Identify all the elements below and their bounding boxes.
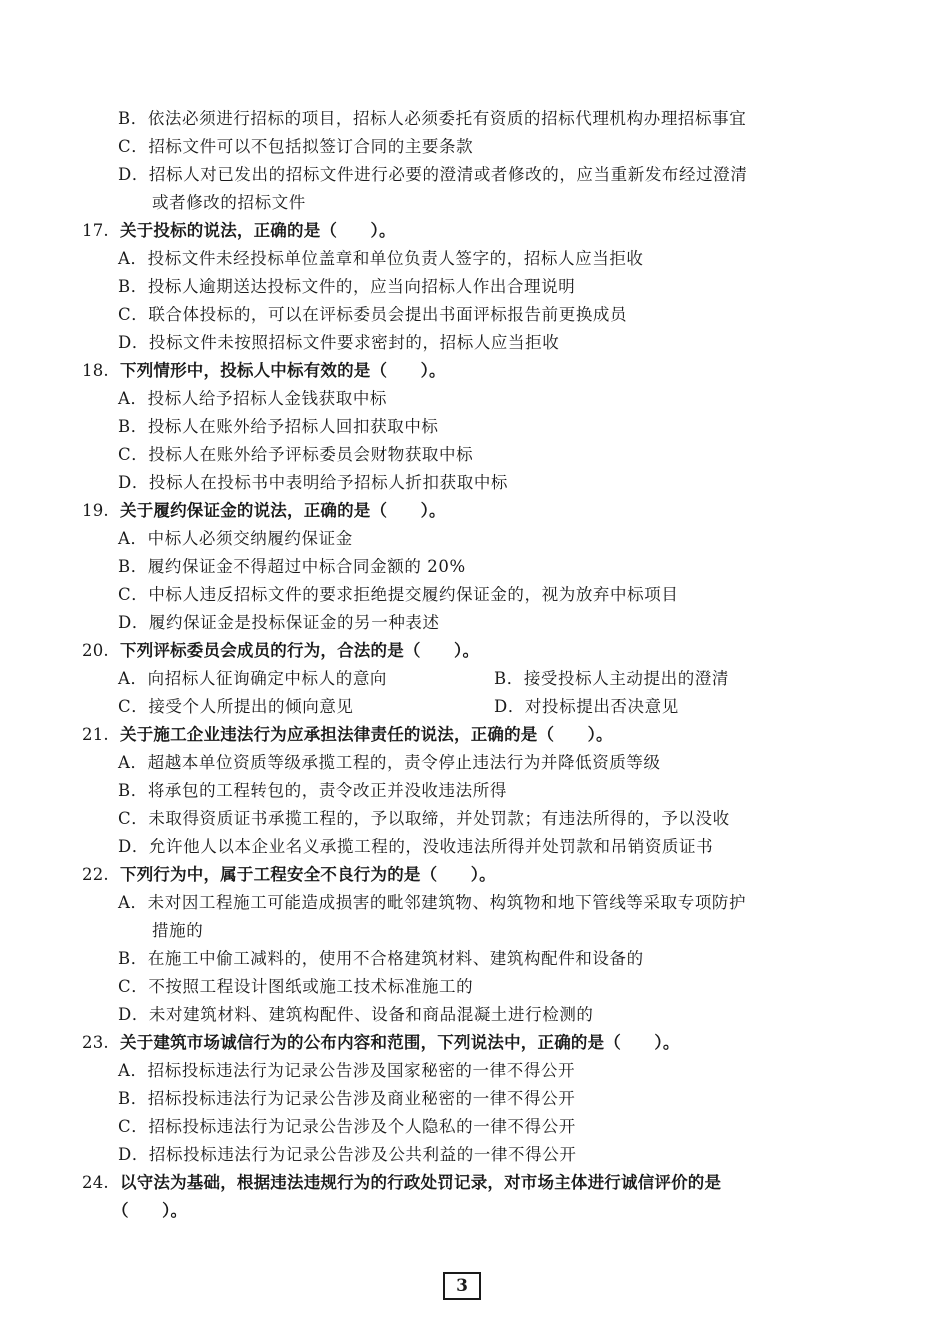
q24-stem [82,1172,721,1194]
q20-option-c: C．接受个人所提出的倾向意见 [118,697,354,716]
q21-text: 关于施工企业违法行为应承担法律责任的说法，正确的是（ ）。 [120,725,613,744]
q21-option-c: C．未取得资质证书承揽工程的，予以取缔，并处罚款；有违法所得的，予以没收 [118,809,730,828]
q22-stem [82,864,496,886]
q22-number: 22. [82,865,109,884]
q17-option-b: B．投标人逾期送达投标文件的，应当向招标人作出合理说明 [118,277,576,296]
q16-option-d-continued: 或者修改的招标文件 [152,193,306,212]
q20-option-a: A．向招标人征询确定中标人的意向 [118,669,388,688]
q23-option-a: A．招标投标违法行为记录公告涉及国家秘密的一律不得公开 [118,1061,576,1080]
q18-option-c: C．投标人在账外给予评标委员会财物获取中标 [118,445,474,464]
q19-option-d: D．履约保证金是投标保证金的另一种表述 [118,613,440,632]
q16-option-d: D．招标人对已发出的招标文件进行必要的澄清或者修改的，应当重新发布经过澄清 [118,165,748,184]
q16-option-c: C．招标文件可以不包括拟签订合同的主要条款 [118,137,474,156]
q18-option-b: B．投标人在账外给予招标人回扣获取中标 [118,417,439,436]
page-number: 3 [443,1272,481,1300]
q20-number: 20. [82,641,109,660]
q17-option-d: D．投标文件未按照招标文件要求密封的，招标人应当拒收 [118,333,560,352]
q18-number: 18. [82,361,109,380]
q20-text: 下列评标委员会成员的行为，合法的是（ ）。 [120,641,480,660]
q23-option-d: D．招标投标违法行为记录公告涉及公共利益的一律不得公开 [118,1145,577,1164]
q22-option-c: C．不按照工程设计图纸或施工技术标准施工的 [118,977,474,996]
q18-text: 下列情形中，投标人中标有效的是（ ）。 [120,361,446,380]
q17-stem [82,220,396,242]
q21-option-a: A．超越本单位资质等级承揽工程的，责令停止违法行为并降低资质等级 [118,753,661,772]
q24-number: 24. [82,1173,109,1192]
q23-stem [82,1032,680,1054]
q22-option-d: D．未对建筑材料、建筑构配件、设备和商品混凝土进行检测的 [118,1005,594,1024]
q19-text: 关于履约保证金的说法，正确的是（ ）。 [120,501,446,520]
q20-stem [82,640,479,662]
q23-option-b: B．招标投标违法行为记录公告涉及商业秘密的一律不得公开 [118,1089,576,1108]
q19-option-a: A．中标人必须交纳履约保证金 [118,529,353,548]
q16-option-b: B．依法必须进行招标的项目，招标人必须委托有资质的招标代理机构办理招标事宜 [118,109,747,128]
q19-stem [82,500,446,522]
q19-option-c: C．中标人违反招标文件的要求拒绝提交履约保证金的，视为放弃中标项目 [118,585,679,604]
q21-option-d: D．允许他人以本企业名义承揽工程的，没收违法所得并处罚款和吊销资质证书 [118,837,714,856]
q18-option-d: D．投标人在投标书中表明给予招标人折扣获取中标 [118,473,509,492]
q22-text: 下列行为中，属于工程安全不良行为的是（ ）。 [120,865,496,884]
q18-stem [82,360,446,382]
q21-number: 21. [82,725,109,744]
q20-option-b: B．接受投标人主动提出的澄清 [494,669,730,688]
q19-number: 19. [82,501,109,520]
q21-stem [82,724,613,746]
q23-text: 关于建筑市场诚信行为的公布内容和范围，下列说法中，正确的是（ ）。 [120,1033,680,1052]
q19-option-b: B．履约保证金不得超过中标合同金额的 20% [118,557,466,576]
q24-text: 以守法为基础，根据违法违规行为的行政处罚记录，对市场主体进行诚信评价的是 [120,1173,722,1192]
q23-option-c: C．招标投标违法行为记录公告涉及个人隐私的一律不得公开 [118,1117,576,1136]
q17-number: 17. [82,221,109,240]
q24-stem-continued: （ ）。 [112,1201,188,1220]
q17-text: 关于投标的说法，正确的是（ ）。 [120,221,396,240]
q22-option-a: A．未对因工程施工可能造成损害的毗邻建筑物、构筑物和地下管线等采取专项防护 [118,893,747,912]
q23-number: 23. [82,1033,109,1052]
q21-option-b: B．将承包的工程转包的，责令改正并没收违法所得 [118,781,507,800]
q17-option-a: A．投标文件未经投标单位盖章和单位负责人签字的，招标人应当拒收 [118,249,644,268]
q18-option-a: A．投标人给予招标人金钱获取中标 [118,389,388,408]
q17-option-c: C．联合体投标的，可以在评标委员会提出书面评标报告前更换成员 [118,305,628,324]
q22-option-b: B．在施工中偷工减料的，使用不合格建筑材料、建筑构配件和设备的 [118,949,644,968]
q22-option-a-continued: 措施的 [152,921,204,940]
q20-option-d: D．对投标提出否决意见 [494,697,679,716]
